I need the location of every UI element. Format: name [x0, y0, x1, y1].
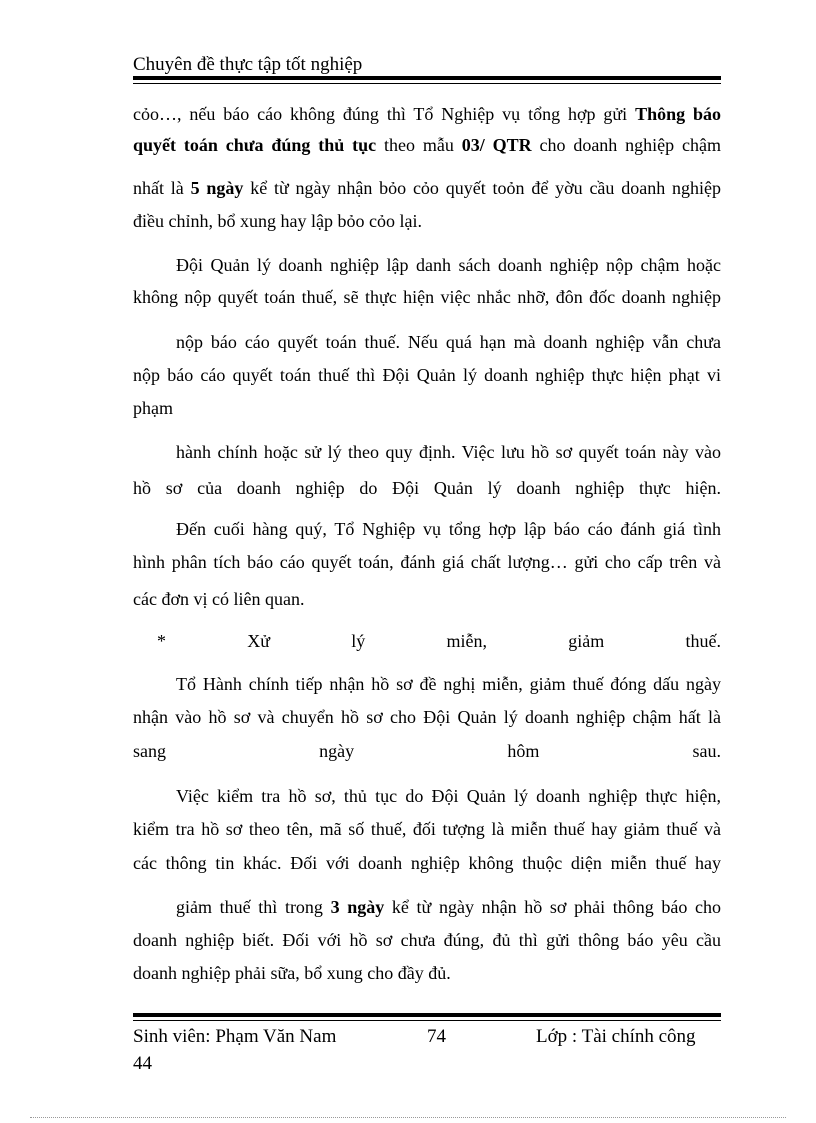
- footer-rule-thin: [133, 1020, 721, 1021]
- p5-line-1: Việc kiểm tra hồ sơ, thủ tục do Đội Quản lý doanh nghiệp thực hiện,: [176, 786, 721, 806]
- page-edge-dotted-line: [30, 1117, 786, 1118]
- p1-line-4: điều chỉnh, bổ xung hay lập bỏo cỏo lại.: [133, 211, 422, 231]
- footer-class-label: Lớp : Tài chính công: [536, 1026, 696, 1047]
- p3-line-1: Đến cuối hàng quý, Tổ Nghiệp vụ tổng hợp lập báo cáo đánh giá tình: [176, 519, 721, 539]
- p2-line-6: hành chính hoặc sử lý theo quy định. Việc lưu hồ sơ quyết toán này vào: [176, 442, 721, 462]
- header-rule-thin: [133, 83, 721, 84]
- p2-line-2: không nộp quyết toán thuế, sẽ thực hiện việc nhắc nhỡ, đôn đốc doanh nghiệp: [133, 287, 721, 307]
- p2-line-5: phạm: [133, 398, 173, 418]
- p1-line-3: nhất là 5 ngày kể từ ngày nhận bỏo cỏo quyết toỏn để yờu cầu doanh nghiệp: [133, 178, 721, 198]
- p2-line-1: Đội Quản lý doanh nghiệp lập danh sách doanh nghiệp nộp chậm hoặc: [176, 255, 721, 275]
- p1-line-2: quyết toán chưa đúng thủ tục theo mẫu 03/ QTR cho doanh nghiệp chậm: [133, 135, 722, 155]
- p2-line-7: hồ sơ của doanh nghiệp do Đội Quản lý doanh nghiệp thực hiện.: [133, 478, 721, 498]
- header-rule-thick: [133, 76, 721, 80]
- p5-line-4: giảm thuế thì trong 3 ngày kể từ ngày nhận hồ sơ phải thông báo cho: [176, 897, 722, 917]
- p5-line-6: doanh nghiệp phải sữa, bổ xung cho đầy đủ.: [133, 963, 451, 983]
- footer-class-number: 44: [133, 1053, 152, 1074]
- p4-line-1: Tổ Hành chính tiếp nhận hồ sơ đề nghị miễn, giảm thuế đóng dấu ngày: [176, 674, 721, 694]
- p2-line-4: nộp báo cáo quyết toán thuế thì Đội Quản lý doanh nghiệp thực hiện phạt vi: [133, 365, 721, 385]
- p3-line-3: các đơn vị có liên quan.: [133, 589, 305, 609]
- p5-line-5: doanh nghiệp biết. Đối với hồ sơ chưa đúng, đủ thì gửi thông báo yêu cầu: [133, 930, 721, 950]
- p4-line-3: sang ngày hôm sau.: [133, 741, 721, 761]
- footer-page-number: 74: [427, 1026, 446, 1047]
- p2-line-3: nộp báo cáo quyết toán thuế. Nếu quá hạn mà doanh nghiệp vẫn chưa: [176, 332, 721, 352]
- p1-line-1: cỏo…, nếu báo cáo không đúng thì Tổ Nghiệp vụ tổng hợp gửi Thông báo: [133, 104, 721, 124]
- p4-line-2: nhận vào hồ sơ và chuyển hồ sơ cho Đội Quản lý doanh nghiệp chậm hất là: [133, 707, 721, 727]
- footer-student-name: Sinh viên: Phạm Văn Nam: [133, 1026, 337, 1047]
- p3-line-2: hình phân tích báo cáo quyết toán, đánh giá chất lượng… gửi cho cấp trên và: [133, 552, 721, 572]
- footer-rule-thick: [133, 1013, 721, 1017]
- p5-line-2: kiểm tra hồ sơ theo tên, mã số thuế, đối tượng là miễn thuế hay giảm thuế và: [133, 819, 721, 839]
- running-header-title: Chuyên đề thực tập tốt nghiệp: [133, 54, 363, 75]
- section-heading-mien-giam-thue: * Xử lý miễn, giảm thuế.: [157, 631, 721, 651]
- p5-line-3: các thông tin khác. Đối với doanh nghiệp không thuộc diện miễn thuế hay: [133, 853, 721, 873]
